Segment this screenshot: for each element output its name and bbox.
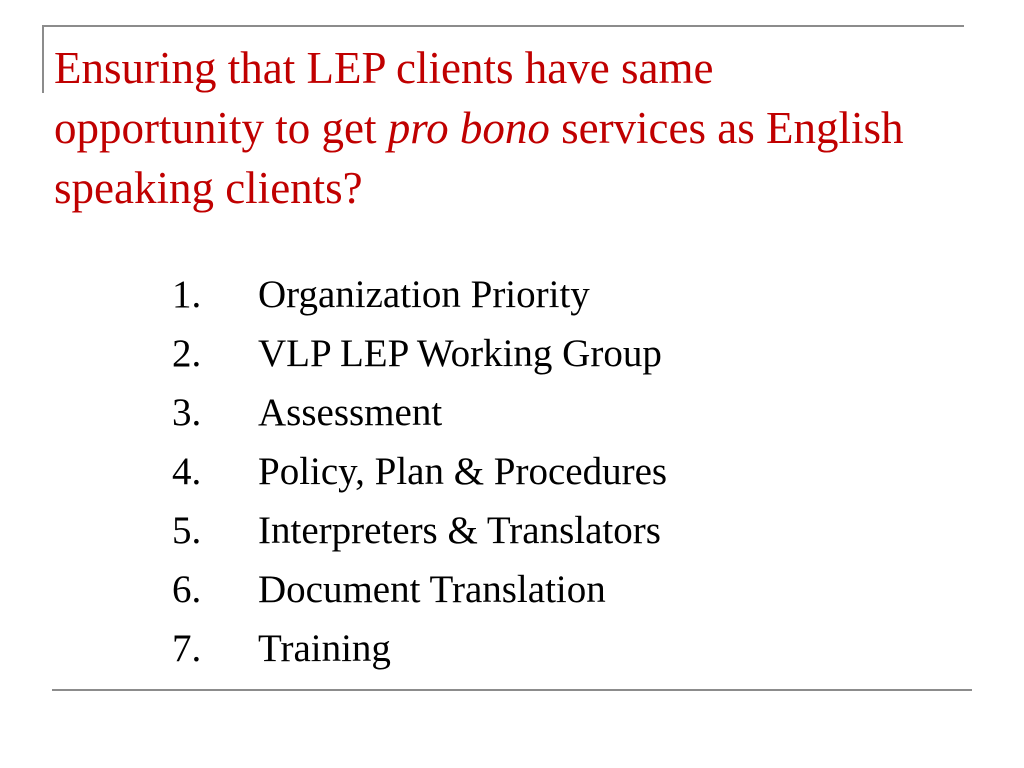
list-item-number: 5. bbox=[172, 509, 202, 552]
title-text-part1: Ensuring that LEP clients have same opportunity to get bbox=[54, 43, 714, 153]
list-item-number: 1. bbox=[172, 273, 202, 316]
list-item-number: 6. bbox=[172, 568, 202, 611]
list-item-text: Document Translation bbox=[258, 568, 606, 611]
list-item bbox=[172, 324, 667, 383]
list-item-text: Assessment bbox=[258, 391, 443, 434]
title-text-part2: services as English speaking clients? bbox=[54, 103, 904, 213]
title-emphasis: pro bono bbox=[387, 103, 550, 153]
list-item-number: 4. bbox=[172, 450, 202, 493]
top-divider bbox=[42, 25, 964, 27]
list-item-number: 2. bbox=[172, 332, 202, 375]
list-item-number: 3. bbox=[172, 391, 202, 434]
list-item-number: 7. bbox=[172, 627, 202, 670]
left-divider bbox=[42, 25, 44, 93]
numbered-list bbox=[172, 265, 667, 678]
slide-title bbox=[54, 38, 934, 218]
list-item bbox=[172, 501, 667, 560]
list-item-text: Training bbox=[258, 627, 391, 670]
list-item-text: Organization Priority bbox=[258, 273, 590, 316]
list-item bbox=[172, 265, 667, 324]
list-item bbox=[172, 560, 667, 619]
list-item-text: Interpreters & Translators bbox=[258, 509, 661, 552]
list-item bbox=[172, 442, 667, 501]
list-item bbox=[172, 619, 667, 678]
list-item-text: Policy, Plan & Procedures bbox=[258, 450, 668, 493]
bottom-divider bbox=[52, 689, 972, 691]
list-item-text: VLP LEP Working Group bbox=[258, 332, 662, 375]
list-item bbox=[172, 383, 667, 442]
